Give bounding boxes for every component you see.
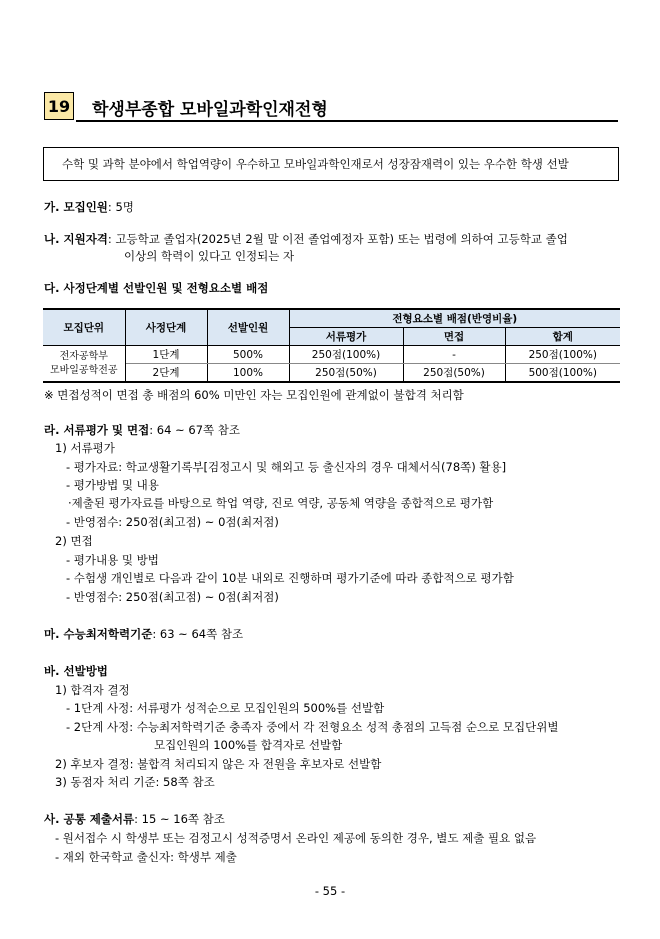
selection-heading: 다. 사정단계별 선발인원 및 전형요소별 배점 bbox=[44, 281, 269, 295]
unit-line-2: 모바일공학전공 bbox=[49, 364, 118, 376]
stage-2-item-cont: 모집인원의 100%를 합격자로 선발함 bbox=[154, 738, 343, 752]
common-documents-label: 사. 공통 제출서류 bbox=[44, 812, 135, 826]
recruit-count bbox=[44, 198, 134, 216]
header-group: 전형요소별 배점(반영비율) bbox=[289, 309, 620, 328]
evaluation-section bbox=[44, 421, 240, 439]
section-number-badge: 19 bbox=[44, 92, 74, 120]
interview-item-3: - 반영점수: 250점(최고점) ~ 0점(최저점) bbox=[66, 590, 279, 604]
unit-line-1: 전자공학부 bbox=[59, 350, 108, 362]
cell-stage: 1단계 bbox=[125, 346, 207, 364]
stage-2-item: - 2단계 사정: 수능최저학력기준 충족자 중에서 각 전형요소 성적 총점의 고득점 순으로 모집단위별 bbox=[66, 720, 559, 734]
cell-unit bbox=[43, 346, 125, 383]
interview-heading: 2) 면접 bbox=[55, 534, 93, 548]
cell-doc: 250점(100%) bbox=[289, 346, 403, 364]
eligibility-label: 나. 지원자격 bbox=[44, 232, 108, 246]
admission-decision-heading: 1) 합격자 결정 bbox=[55, 683, 130, 697]
eligibility-line-2: 이상의 학력이 있다고 인정되는 자 bbox=[124, 249, 295, 263]
score-table bbox=[43, 308, 620, 383]
page-number: - 55 - bbox=[314, 884, 346, 898]
cell-total: 250점(100%) bbox=[505, 346, 620, 364]
title-underline bbox=[76, 120, 618, 122]
header-count: 선발인원 bbox=[207, 309, 289, 346]
summary-box bbox=[43, 147, 619, 181]
csat-minimum-value: : 63 ~ 64쪽 참조 bbox=[152, 627, 244, 641]
csat-minimum-label: 마. 수능최저학력기준 bbox=[44, 627, 153, 641]
interview-note: ※ 면접성적이 면접 총 배점의 60% 미만인 자는 모집인원에 관계없이 불합격 처리함 bbox=[44, 388, 464, 402]
doc-eval-item-3: ·제출된 평가자료를 바탕으로 학업 역량, 진로 역량, 공동체 역량을 종합적으로 평가함 bbox=[68, 496, 494, 510]
candidate-decision: 2) 후보자 결정: 불합격 처리되지 않은 자 전원을 후보자로 선발함 bbox=[55, 757, 382, 771]
recruit-count-label: 가. 모집인원 bbox=[44, 200, 108, 214]
recruit-count-value: : 5명 bbox=[107, 200, 134, 214]
tie-break: 3) 동점자 처리 기준: 58쪽 참조 bbox=[55, 775, 215, 789]
interview-item-2: - 수험생 개인별로 다음과 같이 10분 내외로 진행하며 평가기준에 따라 종합적으로 평가함 bbox=[66, 571, 514, 585]
cell-interview: 250점(50%) bbox=[403, 364, 505, 383]
cell-interview: - bbox=[403, 346, 505, 364]
selection-method-heading: 바. 선발방법 bbox=[44, 664, 108, 678]
table-row bbox=[43, 346, 620, 364]
evaluation-label: 라. 서류평가 및 면접 bbox=[44, 423, 150, 437]
eligibility-line-1: : 고등학교 졸업자(2025년 2월 말 이전 졸업예정자 포함) 또는 법령에 의하여 고등학교 졸업 bbox=[107, 232, 568, 246]
common-documents-value: : 15 ~ 16쪽 참조 bbox=[134, 812, 225, 826]
header-unit: 모집단위 bbox=[43, 309, 125, 346]
doc-eval-item-1: - 평가자료: 학교생활기록부[검정고시 및 해외고 등 출신자의 경우 대체서식(78쪽) 활용] bbox=[66, 460, 507, 474]
evaluation-value: : 64 ~ 67쪽 참조 bbox=[149, 423, 240, 437]
cell-count: 500% bbox=[207, 346, 289, 364]
common-documents bbox=[44, 810, 225, 828]
csat-minimum bbox=[44, 625, 243, 643]
documents-item-1: - 원서접수 시 학생부 또는 검정고시 성적증명서 온라인 제공에 동의한 경우, 별도 제출 필요 없음 bbox=[55, 831, 537, 845]
doc-eval-item-2: - 평가방법 및 내용 bbox=[66, 478, 159, 492]
header-stage: 사정단계 bbox=[125, 309, 207, 346]
eligibility bbox=[44, 230, 568, 248]
section-title: 학생부종합 모바일과학인재전형 bbox=[92, 100, 328, 120]
table-row bbox=[43, 364, 620, 383]
cell-total: 500점(100%) bbox=[505, 364, 620, 383]
cell-doc: 250점(50%) bbox=[289, 364, 403, 383]
header-total: 합계 bbox=[505, 328, 620, 346]
cell-stage: 2단계 bbox=[125, 364, 207, 383]
summary-text: 수학 및 과학 분야에서 학업역량이 우수하고 모바일과학인재로서 성장잠재력이 있는 우수한 학생 선발 bbox=[62, 157, 569, 171]
doc-eval-item-4: - 반영점수: 250점(최고점) ~ 0점(최저점) bbox=[66, 515, 279, 529]
header-doc: 서류평가 bbox=[289, 328, 403, 346]
interview-item-1: - 평가내용 및 방법 bbox=[66, 553, 159, 567]
documents-item-2: - 재외 한국학교 출신자: 학생부 제출 bbox=[55, 850, 237, 864]
header-interview: 면접 bbox=[403, 328, 505, 346]
cell-count: 100% bbox=[207, 364, 289, 383]
stage-1-item: - 1단계 사정: 서류평가 성적순으로 모집인원의 500%를 선발함 bbox=[66, 701, 385, 715]
doc-eval-heading: 1) 서류평가 bbox=[55, 441, 115, 455]
